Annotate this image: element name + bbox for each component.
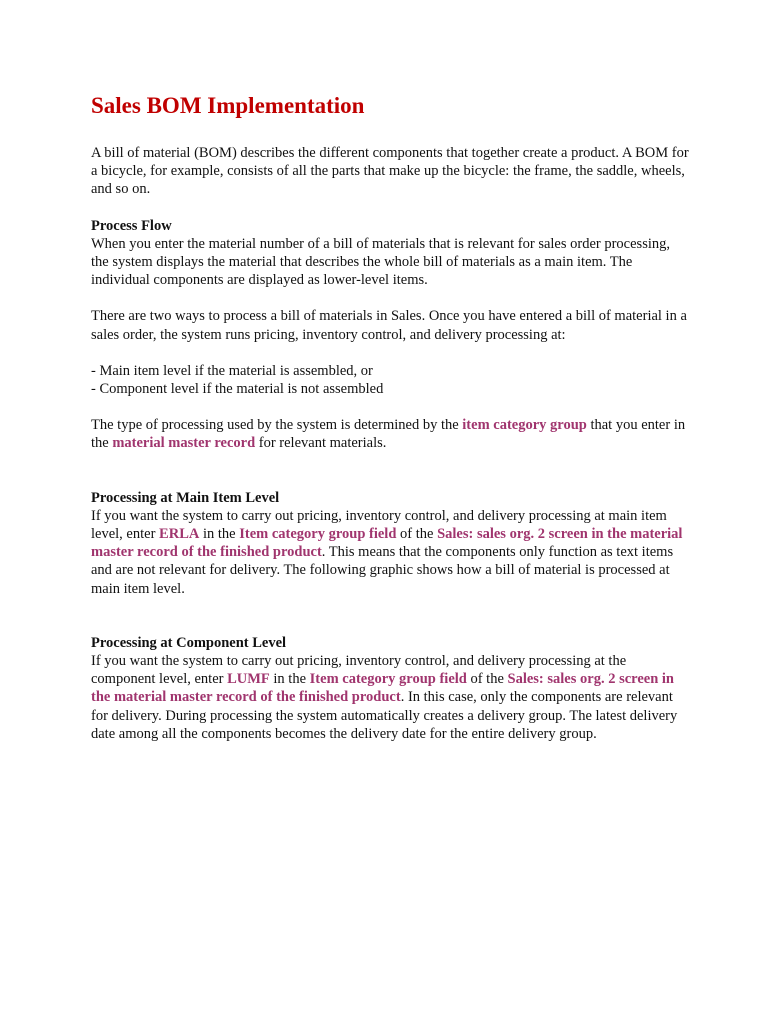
erla-code[interactable]: ERLA [159, 526, 200, 543]
main-item-sales-screen-link[interactable]: Sales: sales org. 2 screen in the material master record of the finished product [91, 526, 683, 561]
main-item-text-2: in the [199, 526, 240, 543]
lumf-code[interactable]: LUMF [227, 671, 270, 688]
material-master-record-link[interactable]: material master record [112, 435, 256, 452]
type-text-2: that you enter in the [91, 417, 686, 452]
intro-paragraph: A bill of material (BOM) describes the different components that together create a product. A BOM for a bicycle, for example, consists of all the parts that make up the bicycle: the frame, the saddle, wheels, and so on. [91, 145, 689, 198]
main-item-section [91, 489, 691, 598]
type-text-3: for relevant materials. [255, 435, 387, 452]
main-item-text-4: . This means that the components only function as text items and are not relevant for delivery. The following graphic shows how a bill of material is processed at main item level. [91, 544, 674, 597]
document-page [91, 92, 691, 743]
page-title: Sales BOM Implementation [91, 93, 365, 118]
component-text-1: If you want the system to carry out pricing, inventory control, and delivery processing at the component level, enter [91, 653, 627, 688]
option-main-item: - Main item level if the material is assembled, or [91, 362, 373, 379]
component-category-field-link[interactable]: Item category group field [309, 671, 467, 688]
component-sales-screen-link[interactable]: Sales: sales org. 2 screen in the material master record of the finished product [91, 671, 674, 706]
main-item-heading: Processing at Main Item Level [91, 489, 280, 506]
item-category-group-link[interactable]: item category group [462, 417, 587, 434]
process-flow-section [91, 217, 691, 290]
process-flow-heading: Process Flow [91, 217, 172, 234]
component-heading: Processing at Component Level [91, 634, 287, 651]
option-component: - Component level if the material is not assembled [91, 381, 384, 398]
component-text-3: of the [466, 671, 508, 688]
process-flow-text: When you enter the material number of a bill of materials that is relevant for sales order processing, the system displays the material that describes the whole bill of materials as a main item. The individual components are displayed as lower-level items. [91, 235, 670, 289]
two-ways-paragraph: There are two ways to process a bill of materials in Sales. Once you have entered a bill of material in a sales order, the system runs pricing, inventory control, and delivery processing at: [91, 308, 687, 343]
type-paragraph [91, 416, 691, 452]
component-text-4: . In this case, only the components are relevant for delivery. During processing the system automatically creates a delivery group. The latest delivery date among all the components becomes the delivery date for the entire delivery group. [91, 689, 678, 742]
component-section [91, 634, 691, 743]
options-list [91, 362, 691, 398]
main-item-text-1: If you want the system to carry out pricing, inventory control, and delivery processing at main item level, enter [91, 507, 667, 543]
component-text-2: in the [269, 671, 310, 688]
type-text-1: The type of processing used by the system is determined by the [91, 417, 463, 434]
main-item-category-field-link[interactable]: Item category group field [239, 526, 397, 543]
main-item-text-3: of the [396, 526, 438, 543]
